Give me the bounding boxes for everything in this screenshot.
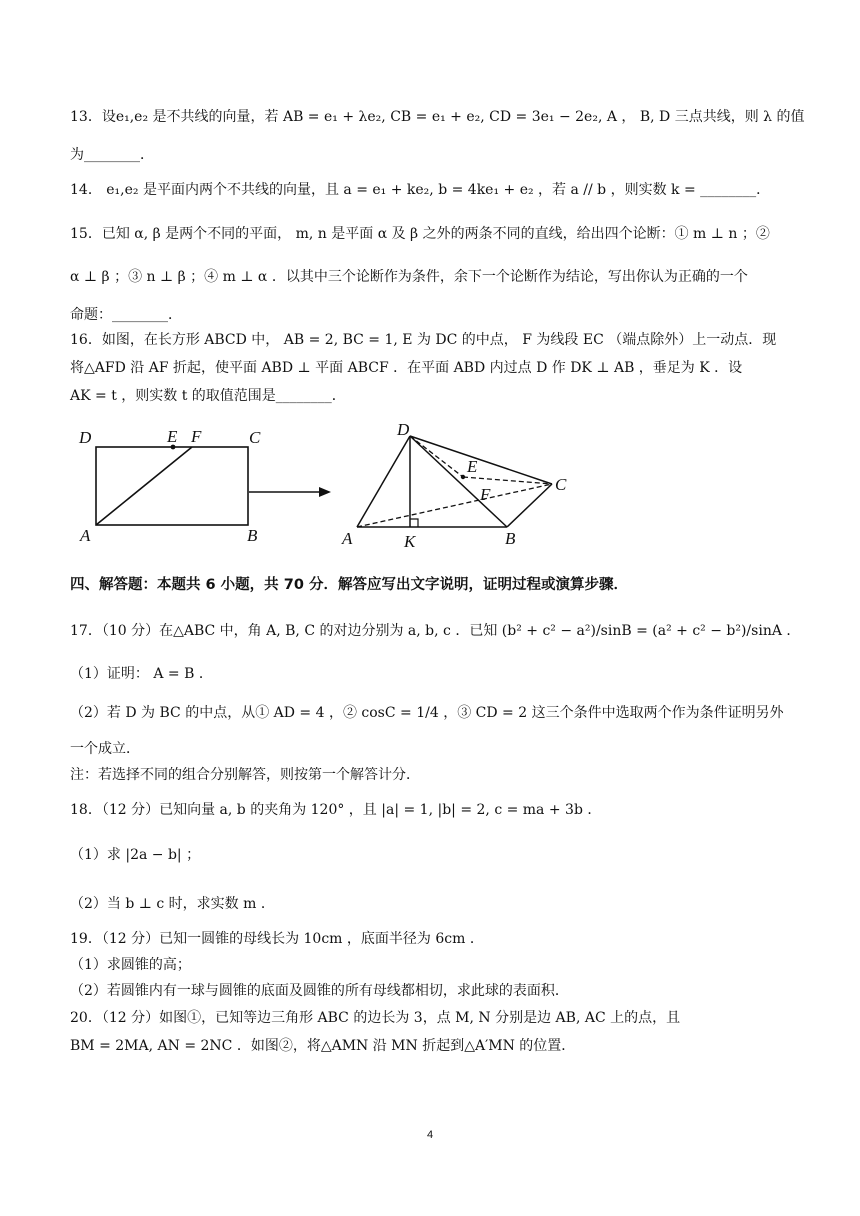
question-13-line-2: 为________． <box>70 147 154 163</box>
rectangle-abcd <box>96 447 248 525</box>
label-a: A <box>342 529 353 548</box>
question-15-line-2: α ⊥ β ；③ n ⊥ β ；④ m ⊥ α ．以其中三个论断作为条件，余下一个论断作为结论，写出你认为正确的一个 <box>70 269 748 285</box>
question-15-line-1: 15．已知 α, β 是两个不同的平面， m, n 是平面 α 及 β 之外的两条不同的直线，给出四个论断：① m ⊥ n ；② <box>70 226 770 242</box>
label-f: F <box>480 485 491 504</box>
folded-figure <box>330 420 590 555</box>
question-17-note: 注：若选择不同的组合分别解答，则按第一个解答计分． <box>70 767 420 783</box>
question-13-line-1: 13．设e₁,e₂ 是不共线的向量，若 AB = e₁ + λe₂, CB = e₁ + e₂, CD = 3e₁ − 2e₂, A ， B, D 三点共线，则 λ 的值 <box>70 109 805 125</box>
section-heading: 四、解答题：本题共 6 小题，共 70 分．解答应写出文字说明，证明过程或演算步骤． <box>70 577 628 593</box>
label-k: K <box>404 532 416 551</box>
question-20-line-2: BM = 2MA, AN = 2NC ．如图②，将△AMN 沿 MN 折起到△A′MN 的位置． <box>70 1038 576 1054</box>
question-17: 17．（10 分）在△ABC 中，角 A, B, C 的对边分别为 a, b, c ．已知 (b² + c² − a²)/sinB = (a² + c² − b²)/sinA ． <box>70 623 801 639</box>
label-e: E <box>167 427 178 446</box>
question-16-line-2: 将△AFD 沿 AF 折起，使平面 ABD ⊥ 平面 ABCF ．在平面 ABD 内过点 D 作 DK ⊥ AB ，垂足为 K ．设 <box>70 360 743 376</box>
label-b: B <box>505 529 516 548</box>
segment-af <box>96 447 192 525</box>
label-c: C <box>555 475 567 494</box>
question-17-part-1: （1）证明： A = B ． <box>70 666 213 682</box>
question-19-part-1: （1）求圆锥的高； <box>70 957 191 973</box>
label-e: E <box>467 457 478 476</box>
page-number: 4 <box>426 1129 434 1141</box>
label-d: D <box>79 428 92 447</box>
question-19-part-2: （2）若圆锥内有一球与圆锥的底面及圆锥的所有母线都相切，求此球的表面积． <box>70 983 569 999</box>
question-18: 18．（12 分）已知向量 a, b 的夹角为 120° ，且 |a| = 1, |b| = 2, c = ma + 3b ． <box>70 802 602 818</box>
question-17-part-2-cont: 一个成立． <box>70 741 140 757</box>
label-b: B <box>247 526 258 545</box>
label-d: D <box>397 420 410 439</box>
question-19: 19．（12 分）已知一圆锥的母线长为 10cm ，底面半径为 6cm ． <box>70 931 484 947</box>
question-15-line-3: 命题：________． <box>70 307 182 323</box>
point-e <box>461 475 465 479</box>
question-14: 14． e₁,e₂ 是平面内两个不共线的向量，且 a = e₁ + ke₂, b = 4ke₁ + e₂ ，若 a // b ，则实数 k = ________． <box>70 182 771 198</box>
question-18-part-1: （1）求 |2a − b| ； <box>70 847 201 863</box>
arrow-figure <box>245 482 335 502</box>
question-17-part-2: （2）若 D 为 BC 的中点，从① AD = 4 ，② cosC = 1/4 ，③ CD = 2 这三个条件中选取两个作为条件证明另外 <box>70 705 784 721</box>
label-c: C <box>249 428 261 447</box>
label-f: F <box>191 427 202 446</box>
right-angle-mark <box>410 519 418 527</box>
label-a: A <box>80 526 91 545</box>
question-18-part-2: （2）当 b ⊥ c 时，求实数 m ． <box>70 896 275 912</box>
question-20-line-1: 20．（12 分）如图①，已知等边三角形 ABC 的边长为 3，点 M, N 分别是边 AB, AC 上的点，且 <box>70 1010 681 1026</box>
question-16-line-3: AK = t ，则实数 t 的取值范围是________． <box>70 388 346 404</box>
question-16-line-1: 16．如图，在长方形 ABCD 中， AB = 2, BC = 1, E 为 DC 的中点， F 为线段 EC （端点除外）上一动点．现 <box>70 332 777 348</box>
